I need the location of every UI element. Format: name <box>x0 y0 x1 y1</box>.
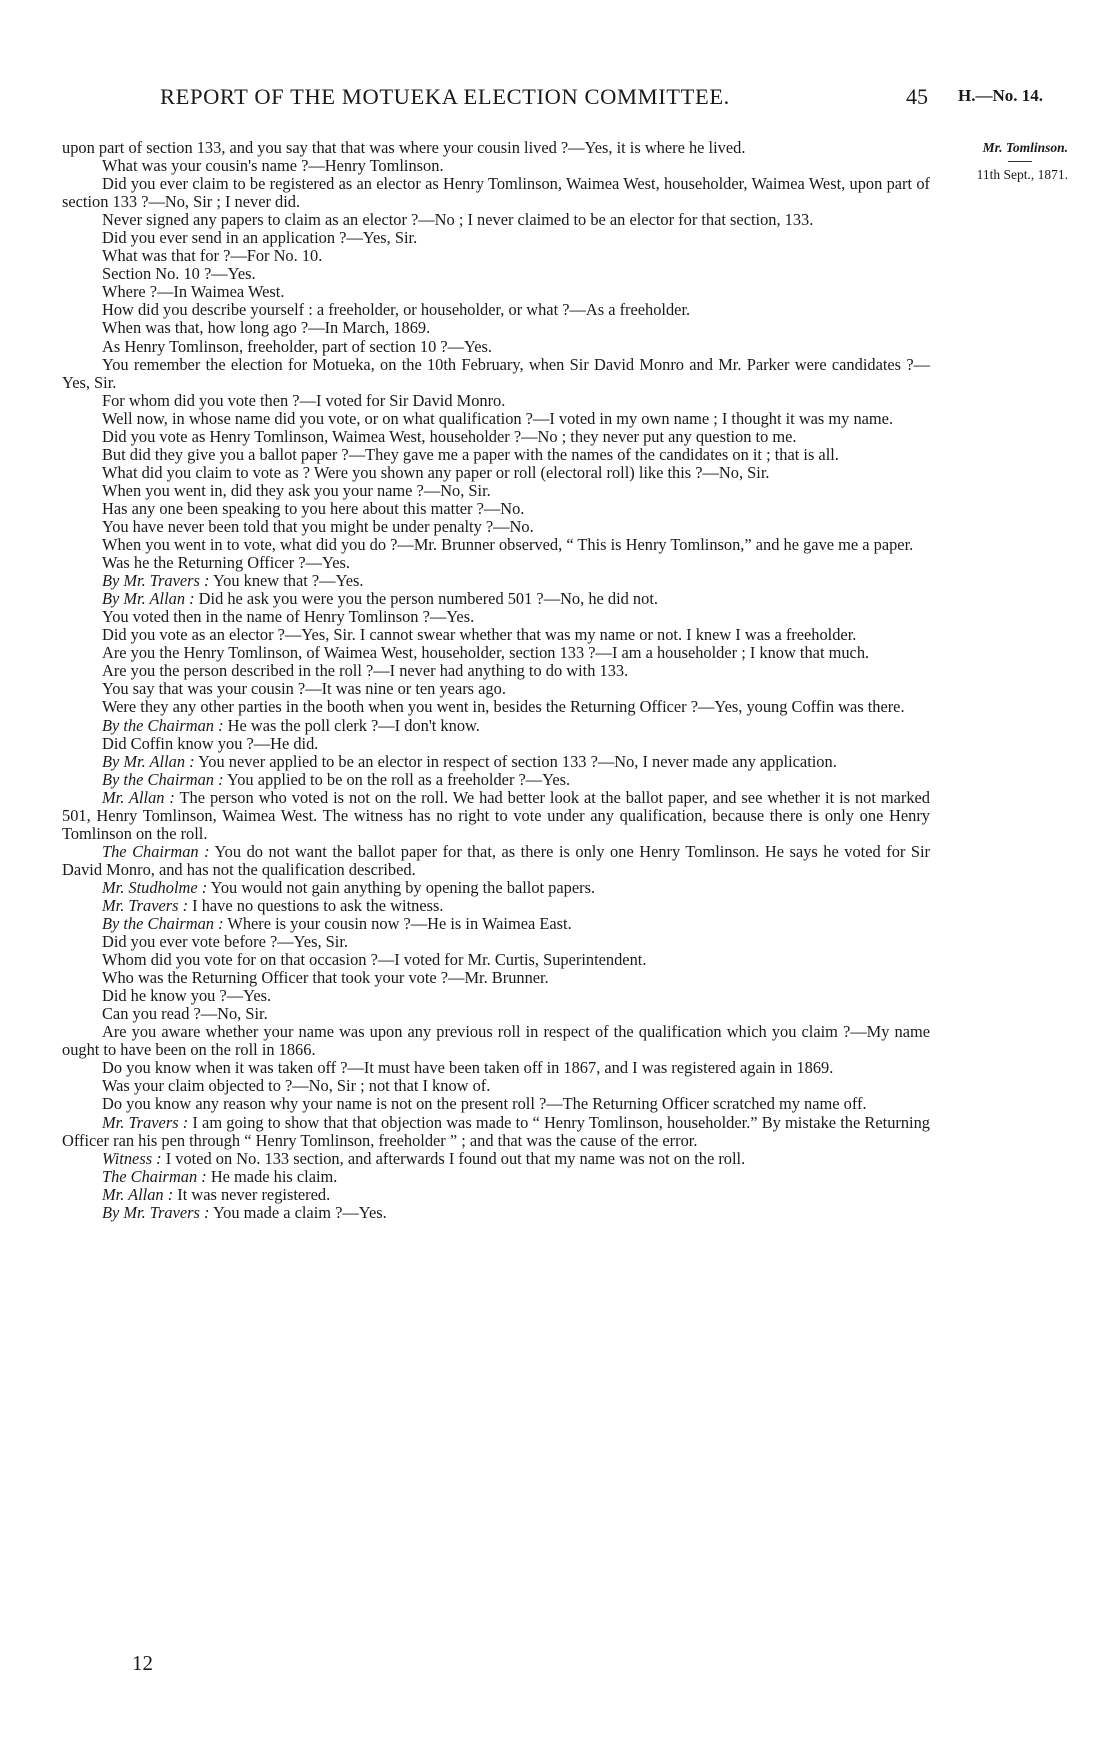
testimony-paragraph <box>62 265 930 283</box>
testimony-paragraph <box>62 680 930 698</box>
testimony-paragraph <box>62 175 930 211</box>
paragraph-text: You knew that ?—Yes. <box>209 571 364 591</box>
testimony-paragraph <box>62 356 930 392</box>
paragraph-text: It was never registered. <box>173 1184 331 1204</box>
paragraph-text: Did you vote as an elector ?—Yes, Sir. I cannot swear whether that was my name or not. I knew I was a freeholder. <box>102 625 857 645</box>
paragraph-text: Are you the Henry Tomlinson, of Waimea West, householder, section 133 ?—I am a householder ; I know that much. <box>102 643 870 663</box>
paragraph-text: What was that for ?—For No. 10. <box>102 246 323 266</box>
testimony-paragraph <box>62 446 930 464</box>
testimony-paragraph <box>62 392 930 410</box>
speaker-label: The Chairman : <box>102 1166 207 1186</box>
testimony-paragraph <box>62 211 930 229</box>
speaker-label: By Mr. Travers : <box>102 1202 210 1222</box>
testimony-paragraph <box>62 1150 930 1168</box>
testimony-paragraph <box>62 1186 930 1204</box>
speaker-label: Witness : <box>102 1148 162 1168</box>
paragraph-text: As Henry Tomlinson, freeholder, part of section 10 ?—Yes. <box>102 336 492 356</box>
testimony-paragraph <box>62 915 930 933</box>
margin-note <box>938 138 1068 185</box>
paragraph-text: upon part of section 133, and you say that that was where your cousin lived ?—Yes, it is where he lived. <box>62 138 746 157</box>
testimony-paragraph <box>62 554 930 572</box>
margin-rule <box>1008 161 1032 162</box>
testimony-paragraph <box>62 1077 930 1095</box>
paragraph-text: Did he ask you were you the person numbered 501 ?—No, he did not. <box>194 589 658 609</box>
testimony-paragraph <box>62 717 930 735</box>
testimony-paragraph <box>62 987 930 1005</box>
speaker-label: Mr. Travers : <box>102 1112 189 1132</box>
folio-signature: 12 <box>132 1651 153 1675</box>
testimony-paragraph <box>62 753 930 771</box>
speaker-label: The Chairman : <box>102 841 210 861</box>
paragraph-text: You made a claim ?—Yes. <box>209 1202 387 1222</box>
paragraph-text: Can you read ?—No, Sir. <box>102 1004 268 1024</box>
paragraph-text: Did you ever claim to be registered as an elector as Henry Tomlinson, Waimea West, householder, Waimea West, upon part of section 133 ?—No, Sir ; I never did. <box>62 174 930 212</box>
speaker-label: By the Chairman : <box>102 715 224 735</box>
testimony-paragraph <box>62 1204 930 1222</box>
speaker-label: Mr. Allan : <box>102 1184 174 1204</box>
paragraph-text: You say that was your cousin ?—It was nine or ten years ago. <box>102 679 506 699</box>
testimony-paragraph <box>62 1023 930 1059</box>
paragraph-text: You would not gain anything by opening the ballot papers. <box>207 877 596 897</box>
paragraph-text: You applied to be on the roll as a freeholder ?—Yes. <box>223 769 571 789</box>
paragraph-text: You do not want the ballot paper for that, as there is only one Henry Tomlinson. He says he voted for Sir David Monro, and has not the qualification described. <box>62 841 930 879</box>
paragraph-text: When you went in, did they ask you your name ?—No, Sir. <box>102 480 491 500</box>
testimony-paragraph <box>62 843 930 879</box>
testimony-paragraph <box>62 283 930 301</box>
testimony-paragraph <box>62 1005 930 1023</box>
testimony-paragraph <box>62 951 930 969</box>
paragraph-text: Was your claim objected to ?—No, Sir ; not that I know of. <box>102 1076 491 1096</box>
paragraph-text: Section No. 10 ?—Yes. <box>102 264 256 284</box>
paragraph-text: Did he know you ?—Yes. <box>102 986 272 1006</box>
speaker-label: By Mr. Travers : <box>102 571 210 591</box>
testimony-paragraph <box>62 536 930 554</box>
testimony-paragraph <box>62 482 930 500</box>
testimony-paragraph <box>62 229 930 247</box>
testimony-paragraph <box>62 319 930 337</box>
testimony-paragraph <box>62 626 930 644</box>
testimony-paragraph <box>62 1168 930 1186</box>
testimony-paragraph <box>62 338 930 356</box>
paragraph-text: Did Coffin know you ?—He did. <box>102 733 319 753</box>
testimony-paragraph <box>62 139 930 157</box>
paragraph-text: Are you the person described in the roll ?—I never had anything to do with 133. <box>102 661 629 681</box>
paragraph-text: Where ?—In Waimea West. <box>102 282 285 302</box>
testimony-paragraph <box>62 247 930 265</box>
paragraph-text: He made his claim. <box>206 1166 338 1186</box>
testimony-paragraph <box>62 572 930 590</box>
testimony-paragraph <box>62 518 930 536</box>
paragraph-text: Were they any other parties in the booth when you went in, besides the Returning Officer ?—Yes, young Coffin was there. <box>102 697 905 717</box>
testimony-paragraph <box>62 698 930 716</box>
paragraph-text: Do you know when it was taken off ?—It must have been taken off in 1867, and I was registered again in 1869. <box>102 1058 834 1078</box>
testimony-paragraph <box>62 1059 930 1077</box>
paragraph-text: Did you ever vote before ?—Yes, Sir. <box>102 932 348 952</box>
paragraph-text: You voted then in the name of Henry Tomlinson ?—Yes. <box>102 607 475 627</box>
paragraph-text: What was your cousin's name ?—Henry Tomlinson. <box>102 156 444 176</box>
paragraph-text: Never signed any papers to claim as an elector ?—No ; I never claimed to be an elector for that section, 133. <box>102 210 814 230</box>
paragraph-text: You remember the election for Motueka, on the 10th February, when Sir David Monro and Mr. Parker were candidates ?—Yes, Sir. <box>62 354 930 392</box>
speaker-label: Mr. Studholme : <box>102 877 208 897</box>
testimony-paragraph <box>62 735 930 753</box>
paragraph-text: When was that, how long ago ?—In March, 1869. <box>102 318 431 338</box>
testimony-paragraph <box>62 410 930 428</box>
speaker-label: By the Chairman : <box>102 914 224 934</box>
speaker-label: By Mr. Allan : <box>102 589 195 609</box>
paragraph-text: I am going to show that that objection was made to “ Henry Tomlinson, householder.” By mistake the Returning Officer ran his pen through “ Henry Tomlinson, freeholder ” ; and that was the cause of the error. <box>62 1112 930 1150</box>
paragraph-text: Did you vote as Henry Tomlinson, Waimea West, householder ?—No ; they never put any question to me. <box>102 426 797 446</box>
paragraph-text: Well now, in whose name did you vote, or on what qualification ?—I voted in my own name ; I thought it was my name. <box>102 408 894 428</box>
testimony-paragraph <box>62 644 930 662</box>
speaker-label: Mr. Allan : <box>102 787 175 807</box>
document-reference: H.—No. 14. <box>958 86 1043 105</box>
paragraph-text: Are you aware whether your name was upon any previous roll in respect of the qualification which you claim ?—My name ought to have been on the roll in 1866. <box>62 1022 930 1060</box>
speaker-label: Mr. Travers : <box>102 895 189 915</box>
paragraph-text: You have never been told that you might be under penalty ?—No. <box>102 516 534 536</box>
paragraph-text: Has any one been speaking to you here about this matter ?—No. <box>102 498 525 518</box>
paragraph-text: I have no questions to ask the witness. <box>188 895 444 915</box>
testimony-paragraph <box>62 771 930 789</box>
speaker-label: By the Chairman : <box>102 769 224 789</box>
testimony-paragraph <box>62 428 930 446</box>
paragraph-text: Who was the Returning Officer that took your vote ?—Mr. Brunner. <box>102 968 549 988</box>
paragraph-text: What did you claim to vote as ? Were you shown any paper or roll (electoral roll) like this ?—No, Sir. <box>102 462 770 482</box>
testimony-paragraph <box>62 464 930 482</box>
paragraph-text: For whom did you vote then ?—I voted for Sir David Monro. <box>102 390 506 410</box>
testimony-paragraph <box>62 1114 930 1150</box>
paragraph-text: How did you describe yourself : a freeholder, or householder, or what ?—As a freeholder. <box>102 300 691 320</box>
speaker-label: By Mr. Allan : <box>102 751 195 771</box>
page-header <box>0 84 1114 114</box>
testimony-paragraph <box>62 608 930 626</box>
testimony-text <box>62 139 930 1222</box>
paragraph-text: The person who voted is not on the roll. We had better look at the ballot paper, and see whether it is not marked 501, Henry Tomlinson, Waimea West. The witness has no right to vote under any qualification, because there is only one Henry Tomlinson on the roll. <box>62 787 930 843</box>
testimony-paragraph <box>62 590 930 608</box>
paragraph-text: When you went in to vote, what did you do ?—Mr. Brunner observed, “ This is Henry Tomlinson,” and he gave me a paper. <box>102 535 914 555</box>
testimony-paragraph <box>62 157 930 175</box>
paragraph-text: Whom did you vote for on that occasion ?—I voted for Mr. Curtis, Superintendent. <box>102 950 647 970</box>
paragraph-text: You never applied to be an elector in respect of section 133 ?—No, I never made any application. <box>194 751 837 771</box>
paragraph-text: But did they give you a ballot paper ?—They gave me a paper with the names of the candidates on it ; that is all. <box>102 444 839 464</box>
testimony-paragraph <box>62 969 930 987</box>
report-title: REPORT OF THE MOTUEKA ELECTION COMMITTEE. <box>160 84 730 109</box>
testimony-paragraph <box>62 789 930 843</box>
page-number: 45 <box>906 84 928 109</box>
paragraph-text: I voted on No. 133 section, and afterwards I found out that my name was not on the roll. <box>161 1148 746 1168</box>
testimony-paragraph <box>62 933 930 951</box>
testimony-paragraph <box>62 662 930 680</box>
testimony-paragraph <box>62 879 930 897</box>
testimony-paragraph <box>62 500 930 518</box>
paragraph-text: Where is your cousin now ?—He is in Waimea East. <box>223 914 572 934</box>
margin-date: 11th Sept., 1871. <box>976 167 1068 182</box>
testimony-paragraph <box>62 1095 930 1113</box>
paragraph-text: He was the poll clerk ?—I don't know. <box>223 715 480 735</box>
testimony-paragraph <box>62 301 930 319</box>
testimony-paragraph <box>62 897 930 915</box>
margin-witness-name: Mr. Tomlinson. <box>982 140 1068 155</box>
paragraph-text: Do you know any reason why your name is not on the present roll ?—The Returning Officer scratched my name off. <box>102 1094 867 1114</box>
paragraph-text: Did you ever send in an application ?—Yes, Sir. <box>102 228 418 248</box>
paragraph-text: Was he the Returning Officer ?—Yes. <box>102 553 350 573</box>
